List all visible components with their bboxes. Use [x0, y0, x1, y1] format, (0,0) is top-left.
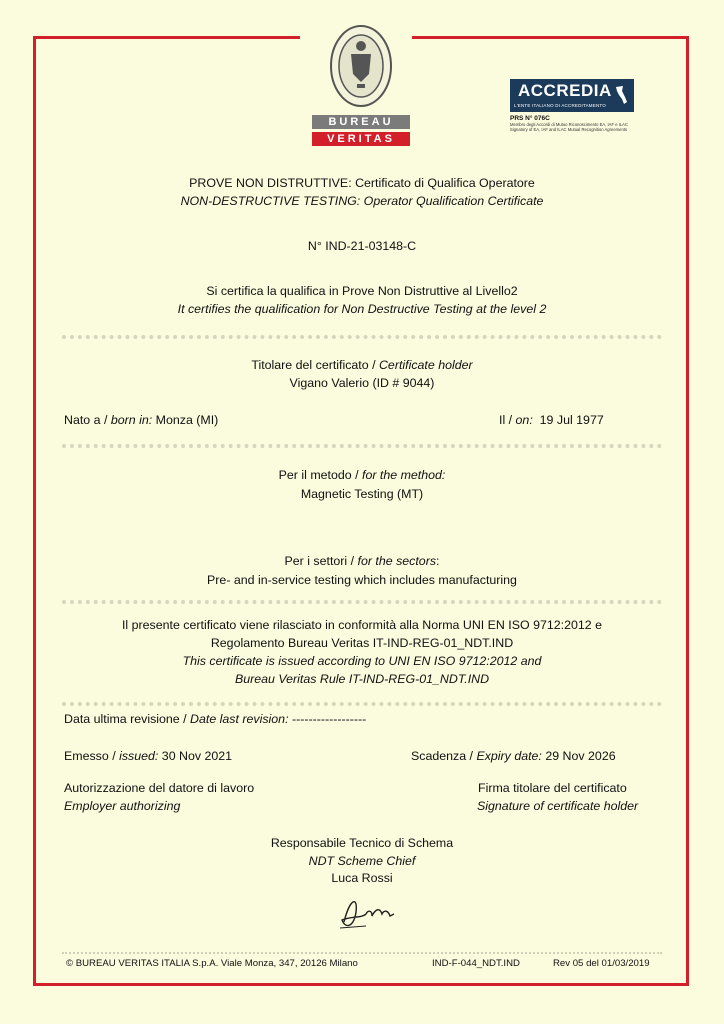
title-italian: PROVE NON DISTRUTTIVE: Certificato di Qualifica Operatore	[189, 176, 535, 190]
bureau-band: BUREAU	[312, 115, 410, 129]
method-value: Magnetic Testing (MT)	[300, 487, 424, 501]
accredia-logo	[510, 79, 634, 132]
birthplace: Nato a / born in: Monza (MI)	[64, 413, 219, 427]
certificate-number: N° IND-21-03148-C	[307, 239, 417, 253]
separator	[62, 702, 662, 706]
expiry-date-value: 29 Nov 2026	[541, 749, 616, 763]
handwritten-signature	[336, 892, 400, 932]
birthdate-value: 19 Jul 1977	[539, 413, 604, 427]
sectors-label: Per i settori / for the sectors:	[284, 554, 440, 568]
expiry-date: Scadenza / Expiry date: 29 Nov 2026	[411, 749, 616, 763]
scheme-chief-name: Luca Rossi	[331, 871, 393, 885]
footer-company: © BUREAU VERITAS ITALIA S.p.A. Viale Monza, 347, 20126 Milano	[66, 958, 358, 969]
separator	[62, 335, 662, 339]
italy-map-icon	[614, 85, 628, 107]
issued-date-value: 30 Nov 2021	[158, 749, 233, 763]
bureau-veritas-logo	[306, 24, 414, 149]
footer-revision: Rev 05 del 01/03/2019	[553, 958, 650, 969]
holder-name: Vigano Valerio (ID # 9044)	[289, 376, 435, 390]
holder-signature-label-it: Firma titolare del certificato	[478, 781, 627, 795]
accredia-subtitle: L'ENTE ITALIANO DI ACCREDITAMENTO	[514, 103, 606, 108]
birthdate: Il / on: 19 Jul 1977	[499, 413, 604, 427]
accredia-note-it: Membro degli Accordi di Mutuo Riconoscimento EA, IAF e ILAC	[510, 122, 628, 127]
title-english: NON-DESTRUCTIVE TESTING: Operator Qualification Certificate	[180, 194, 544, 208]
last-revision-value: ------------------	[288, 712, 367, 726]
veritas-band: VERITAS	[312, 132, 410, 146]
accredia-box	[510, 79, 634, 112]
employer-label-en: Employer authorizing	[64, 799, 181, 813]
holder-signature-label-en: Signature of certificate holder	[477, 799, 639, 813]
scheme-chief-label: Responsabile Tecnico di Schema	[270, 836, 454, 850]
bureau-veritas-seal	[329, 24, 393, 108]
birthplace-value: Monza (MI)	[155, 413, 219, 427]
separator	[62, 444, 662, 448]
footer-form-code: IND-F-044_NDT.IND	[432, 958, 520, 969]
conformity-line1: Il presente certificato viene rilasciato in conformità alla Norma UNI EN ISO 9712:2012 e	[121, 618, 603, 632]
scheme-chief-label-en: NDT Scheme Chief	[308, 854, 416, 868]
employer-label-it: Autorizzazione del datore di lavoro	[64, 781, 255, 795]
footer-separator	[62, 952, 662, 954]
conformity-line2: Regolamento Bureau Veritas IT-IND-REG-01_NDT.IND	[210, 636, 514, 650]
level-english: It certifies the qualification for Non Destructive Testing at the level 2	[177, 302, 547, 316]
conformity-line3: This certificate is issued according to UNI EN ISO 9712:2012 and	[182, 654, 542, 668]
accredia-prs: PRS N° 076C	[510, 115, 550, 122]
level-italian: Si certifica la qualifica in Prove Non Distruttive al Livello2	[206, 284, 518, 298]
accredia-title: ACCREDIA	[518, 81, 612, 100]
conformity-line4: Bureau Veritas Rule IT-IND-REG-01_NDT.IND	[234, 672, 490, 686]
holder-label: Titolare del certificato / Certificate holder	[251, 358, 473, 372]
issued-date: Emesso / issued: 30 Nov 2021	[64, 749, 233, 763]
separator	[62, 600, 662, 604]
sectors-value: Pre- and in-service testing which includes manufacturing	[207, 573, 517, 587]
method-label: Per il metodo / for the method:	[278, 468, 446, 482]
last-revision: Data ultima revisione / Date last revision: ------------------	[64, 712, 367, 726]
accredia-note-en: Signatory of EA, IAF and ILAC Mutual Recognition Agreements	[510, 127, 628, 132]
